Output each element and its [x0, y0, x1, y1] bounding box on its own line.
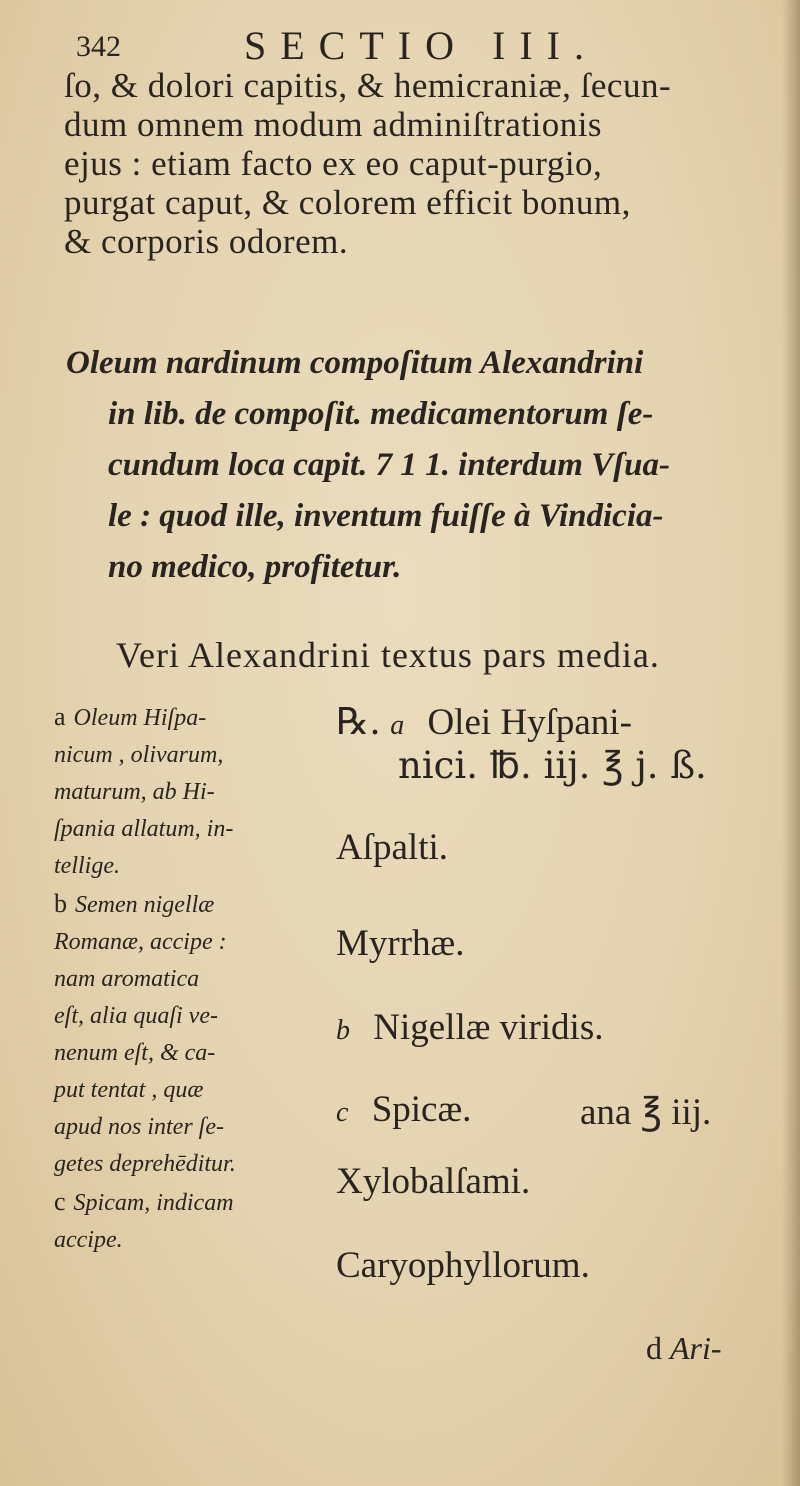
- ingredient-text: Xylobalſami.: [336, 1161, 531, 1202]
- note-line: ſpania allatum, in-: [54, 816, 234, 842]
- recipe-row: [398, 744, 707, 788]
- recipe-row: [336, 1088, 471, 1131]
- note-reference: c: [336, 1097, 349, 1128]
- ingredient-text: Nigellæ viridis.: [373, 1007, 604, 1048]
- recipe-row: [336, 700, 632, 744]
- recipe-row: [336, 826, 448, 869]
- recipe-row: [336, 1006, 603, 1049]
- ingredient-text: Olei Hyſpani-: [427, 702, 632, 743]
- text-line: cundum loca capit. 7 1 1. interdum Vſua-: [108, 447, 670, 483]
- page-header: [66, 22, 760, 72]
- note-letter: b: [54, 889, 67, 918]
- note-line: nicum , olivarum,: [54, 742, 224, 768]
- note-line: nenum eſt, & ca-: [54, 1040, 216, 1066]
- text-line: & corporis odorem.: [64, 222, 349, 261]
- italic-paragraph: [66, 338, 786, 593]
- recipe-mark: ℞.: [336, 700, 381, 743]
- margin-notes: [54, 698, 324, 1259]
- note-line: getes deprehēditur.: [54, 1151, 236, 1177]
- ingredient-text: Myrrhæ.: [336, 923, 465, 964]
- recipe-row: [336, 922, 464, 965]
- note-line: accipe.: [54, 1227, 123, 1253]
- ingredient-text: nici. ℔. iij. ℥ j. ß.: [398, 744, 707, 787]
- note-letter: c: [54, 1187, 66, 1216]
- ingredient-text: Aſpalti.: [336, 827, 449, 868]
- note-line: eſt, alia quaſi ve-: [54, 1003, 218, 1029]
- ana-quantity: ana ℥ iij.: [580, 1092, 712, 1133]
- note-line: c Spicam, indicam: [54, 1187, 234, 1216]
- running-head: SECTIO III.: [244, 23, 598, 68]
- note-line: tellige.: [54, 853, 120, 879]
- note-line: maturum, ab Hi-: [54, 779, 215, 805]
- note-reference: a: [390, 710, 405, 741]
- text-line: ejus : etiam facto ex eo caput-purgio,: [64, 144, 603, 183]
- text-line: dum omnem modum adminiſtrationis: [64, 105, 603, 144]
- note-line: put tentat , quæ: [54, 1077, 204, 1103]
- catchword-text: Ari-: [670, 1330, 722, 1366]
- note-line: a Oleum Hiſpa-: [54, 702, 207, 731]
- text-line: le : quod ille, inventum fuiſſe à Vindicia-: [108, 498, 664, 534]
- note-reference: b: [336, 1015, 350, 1046]
- ingredient-text: Caryophyllorum.: [336, 1245, 590, 1286]
- ingredient-text: Spicæ.: [371, 1089, 472, 1130]
- text-line: no medico, profitetur.: [108, 549, 402, 585]
- note-line: Romanæ, accipe :: [54, 929, 227, 955]
- text-line: ſo, & dolori capitis, & hemicraniæ, ſecun-: [64, 66, 672, 105]
- page-number: 342: [76, 30, 121, 63]
- note-line: b Semen nigellæ: [54, 889, 215, 918]
- recipe-row: [336, 1160, 530, 1203]
- text-line: purgat caput, & colorem efficit bonum,: [64, 183, 631, 222]
- text-line: Oleum nardinum compoſitum Alexandrini: [66, 345, 644, 381]
- page-edge-shadow: [782, 0, 800, 1486]
- roman-paragraph: [64, 66, 780, 261]
- note-line: apud nos inter ſe-: [54, 1114, 224, 1140]
- note-letter: a: [54, 702, 66, 731]
- recipe-row: [336, 1244, 590, 1287]
- text-line: in lib. de compoſit. medicamentorum ſe-: [108, 396, 654, 432]
- catchword: [646, 1330, 722, 1367]
- note-line: nam aromatica: [54, 966, 200, 992]
- catchword-letter: d: [646, 1330, 662, 1366]
- section-heading: Veri Alexandrini textus pars media.: [116, 635, 660, 675]
